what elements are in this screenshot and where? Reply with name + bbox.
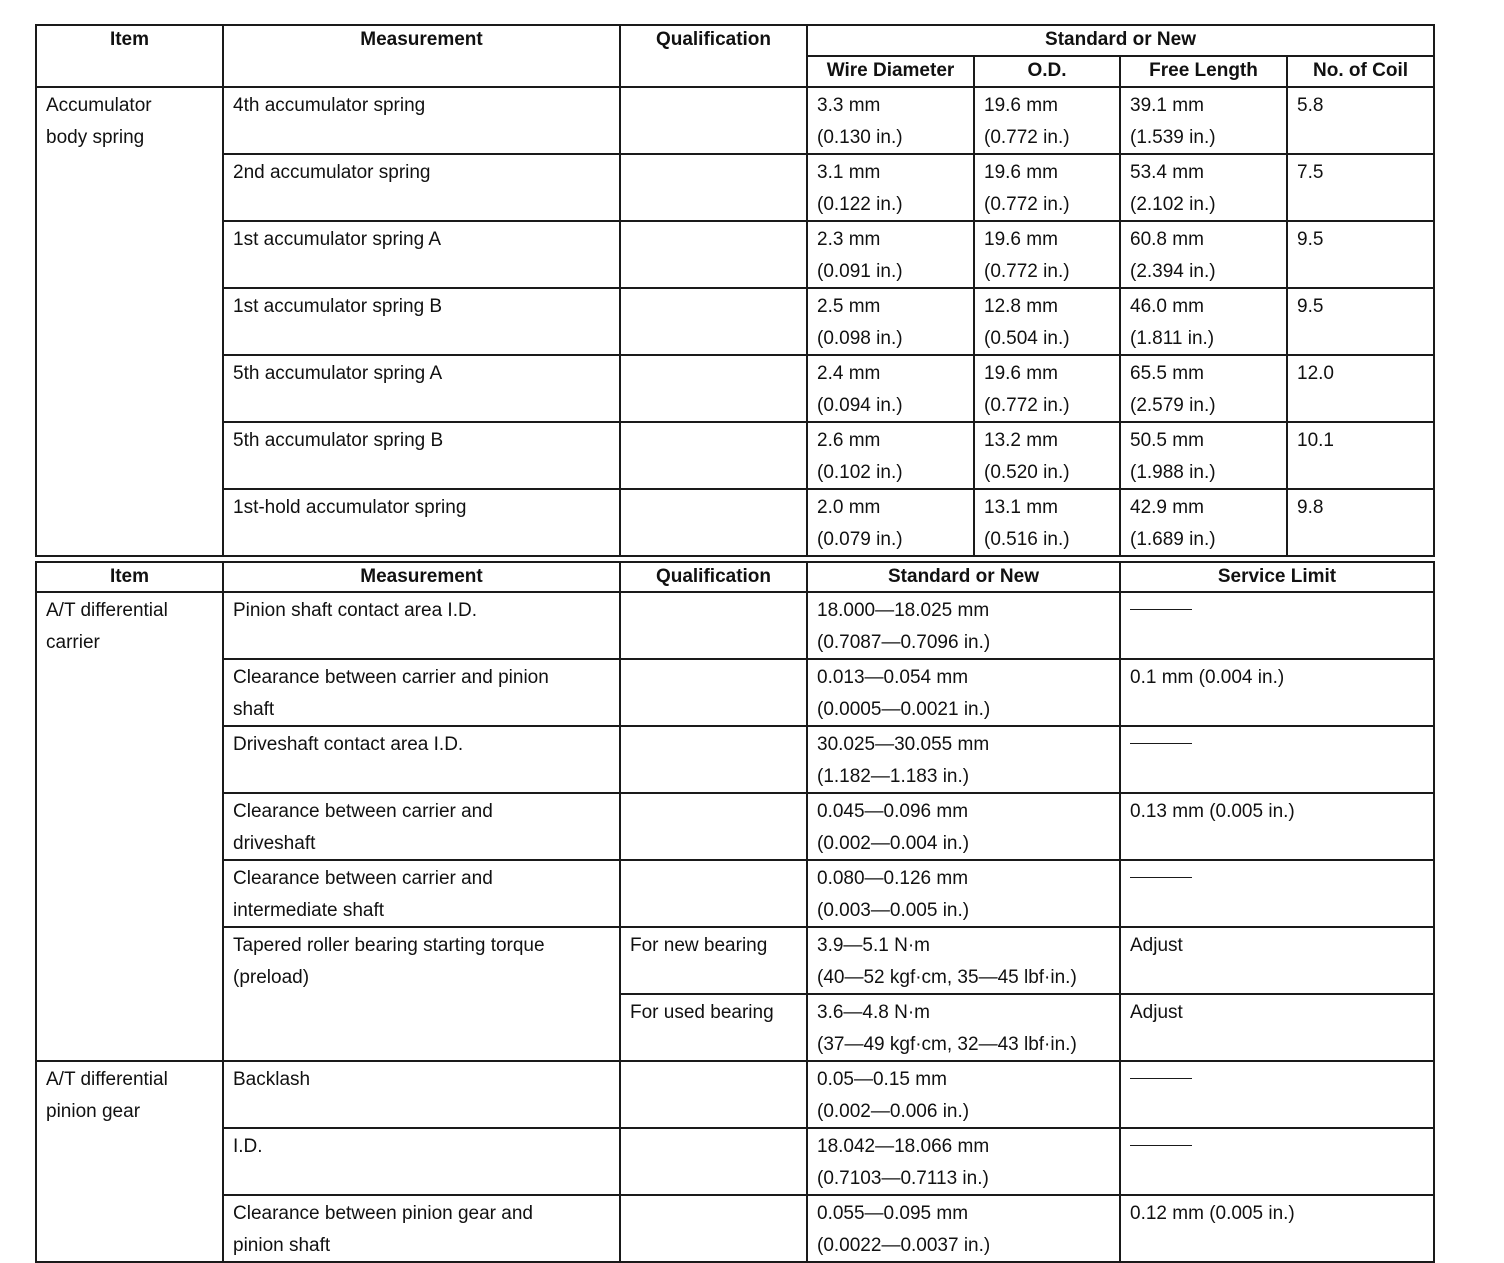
measurement-cell: [223, 1128, 620, 1195]
wire-diameter-in: (0.102 in.): [817, 461, 903, 483]
dash-rule: [1130, 743, 1192, 744]
standard-value: 0.045—0.096 mm: [817, 801, 969, 822]
spring-row: [36, 288, 1434, 355]
free-length-mm: 39.1 mm: [1130, 95, 1204, 116]
header-service-limit: Service Limit: [1120, 562, 1434, 592]
measurement-label: intermediate shaft: [233, 899, 385, 921]
standard-cell: [807, 726, 1120, 793]
coil-count-cell: [1287, 154, 1434, 221]
measurement-cell: [223, 489, 620, 556]
measurement-label: Pinion shaft contact area I.D.: [233, 600, 477, 621]
service-limit-value: 0.12 mm (0.005 in.): [1130, 1203, 1295, 1224]
qualification-cell: [620, 1195, 807, 1262]
standard-cell: [807, 659, 1120, 726]
standard-value: (1.182—1.183 in.): [817, 765, 970, 787]
standard-value: (0.002—0.006 in.): [817, 1100, 970, 1122]
measurement-label: Clearance between carrier and: [233, 868, 493, 889]
qualification-cell: [620, 422, 807, 489]
service-limit-value: 0.13 mm (0.005 in.): [1130, 801, 1295, 822]
service-limit-cell: [1120, 927, 1434, 994]
qualification-cell: [620, 793, 807, 860]
coil-count: 12.0: [1297, 363, 1334, 384]
od-cell: [974, 154, 1120, 221]
header-row: [36, 562, 1434, 592]
wire-diameter-in: (0.091 in.): [817, 260, 903, 282]
item-cell: [36, 592, 223, 1061]
service-limit-value: Adjust: [1130, 935, 1183, 956]
header-od: O.D.: [974, 56, 1120, 87]
standard-value: (0.7087—0.7096 in.): [817, 631, 991, 653]
wire-diameter-cell: [807, 355, 974, 422]
standard-value: (37—49 kgf·cm, 32—43 lbf·in.): [817, 1033, 1077, 1055]
standard-cell: [807, 592, 1120, 659]
standard-cell: [807, 1128, 1120, 1195]
measurement-cell: [223, 592, 620, 659]
measurement-cell: [223, 288, 620, 355]
od-mm: 12.8 mm: [984, 296, 1058, 317]
header-no-of-coil: No. of Coil: [1287, 56, 1434, 87]
service-limit-cell: [1120, 994, 1434, 1061]
service-limit-dash: [1130, 863, 1424, 894]
qualification-cell: [620, 154, 807, 221]
od-cell: [974, 87, 1120, 154]
spec-row: [36, 1128, 1434, 1195]
standard-cell: [807, 1061, 1120, 1128]
item-label: A/T differential: [46, 600, 168, 621]
header-qualification: Qualification: [620, 25, 807, 87]
standard-value: 3.9—5.1 N·m: [817, 935, 930, 956]
coil-count: 7.5: [1297, 162, 1324, 183]
spring-row: [36, 221, 1434, 288]
measurement-cell: [223, 87, 620, 154]
coil-count-cell: [1287, 288, 1434, 355]
wire-diameter-mm: 2.4 mm: [817, 363, 881, 384]
wire-diameter-cell: [807, 221, 974, 288]
wire-diameter-in: (0.098 in.): [817, 327, 903, 349]
measurement-label: 5th accumulator spring A: [233, 363, 443, 384]
standard-value: 0.013—0.054 mm: [817, 667, 969, 688]
wire-diameter-cell: [807, 422, 974, 489]
measurement-label: 1st accumulator spring A: [233, 229, 442, 250]
free-length-mm: 46.0 mm: [1130, 296, 1204, 317]
measurement-label: Driveshaft contact area I.D.: [233, 734, 464, 755]
header-measurement: Measurement: [223, 25, 620, 87]
coil-count-cell: [1287, 489, 1434, 556]
standard-cell: [807, 860, 1120, 927]
free-length-mm: 65.5 mm: [1130, 363, 1204, 384]
accumulator-spring-table: [35, 24, 1435, 557]
header-wire-diameter: Wire Diameter: [807, 56, 974, 87]
measurement-cell: [223, 726, 620, 793]
measurement-cell: [223, 659, 620, 726]
od-mm: 19.6 mm: [984, 363, 1058, 384]
free-length-cell: [1120, 422, 1287, 489]
od-in: (0.772 in.): [984, 126, 1070, 148]
service-limit-value: Adjust: [1130, 1002, 1183, 1023]
od-in: (0.772 in.): [984, 193, 1070, 215]
free-length-mm: 50.5 mm: [1130, 430, 1204, 451]
measurement-label: I.D.: [233, 1136, 263, 1157]
spec-row: [36, 927, 1434, 994]
od-cell: [974, 422, 1120, 489]
free-length-cell: [1120, 288, 1287, 355]
free-length-cell: [1120, 355, 1287, 422]
od-in: (0.772 in.): [984, 394, 1070, 416]
spring-row: [36, 87, 1434, 154]
item-cell: [36, 1061, 223, 1262]
standard-value: 0.055—0.095 mm: [817, 1203, 969, 1224]
measurement-cell: [223, 422, 620, 489]
free-length-in: (2.579 in.): [1130, 394, 1216, 416]
measurement-cell: [223, 221, 620, 288]
measurement-label: shaft: [233, 698, 275, 720]
spring-row: [36, 154, 1434, 221]
free-length-in: (2.394 in.): [1130, 260, 1216, 282]
coil-count: 10.1: [1297, 430, 1334, 451]
wire-diameter-mm: 2.0 mm: [817, 497, 881, 518]
qualification-cell: [620, 489, 807, 556]
standard-value: (0.7103—0.7113 in.): [817, 1167, 989, 1189]
coil-count: 9.8: [1297, 497, 1324, 518]
od-cell: [974, 355, 1120, 422]
qualification-cell: [620, 87, 807, 154]
od-in: (0.520 in.): [984, 461, 1070, 483]
measurement-label: (preload): [233, 966, 310, 988]
free-length-cell: [1120, 489, 1287, 556]
standard-value: (0.0022—0.0037 in.): [817, 1234, 991, 1256]
spec-row: [36, 659, 1434, 726]
spec-row: [36, 592, 1434, 659]
measurement-label: 5th accumulator spring B: [233, 430, 444, 451]
wire-diameter-cell: [807, 154, 974, 221]
qualification-cell: [620, 221, 807, 288]
od-mm: 19.6 mm: [984, 95, 1058, 116]
measurement-cell: [223, 793, 620, 860]
coil-count: 9.5: [1297, 229, 1324, 250]
wire-diameter-cell: [807, 288, 974, 355]
standard-value: 18.000—18.025 mm: [817, 600, 990, 621]
qualification-cell: [620, 355, 807, 422]
wire-diameter-cell: [807, 87, 974, 154]
item-cell: [36, 87, 223, 556]
measurement-label: pinion shaft: [233, 1234, 331, 1256]
measurement-cell: [223, 355, 620, 422]
measurement-cell: [223, 1195, 620, 1262]
service-limit-dash: [1130, 1064, 1424, 1095]
standard-value: (0.003—0.005 in.): [817, 899, 970, 921]
coil-count-cell: [1287, 355, 1434, 422]
standard-value: 30.025—30.055 mm: [817, 734, 990, 755]
free-length-in: (1.811 in.): [1130, 327, 1215, 349]
service-limit-cell: [1120, 592, 1434, 659]
wire-diameter-mm: 3.3 mm: [817, 95, 881, 116]
service-limit-cell: [1120, 793, 1434, 860]
od-mm: 19.6 mm: [984, 162, 1058, 183]
coil-count: 9.5: [1297, 296, 1324, 317]
free-length-mm: 53.4 mm: [1130, 162, 1204, 183]
free-length-in: (1.539 in.): [1130, 126, 1216, 148]
service-limit-cell: [1120, 659, 1434, 726]
standard-value: 18.042—18.066 mm: [817, 1136, 990, 1157]
free-length-cell: [1120, 154, 1287, 221]
spring-row: [36, 489, 1434, 556]
service-limit-dash: [1130, 595, 1424, 626]
wire-diameter-mm: 3.1 mm: [817, 162, 881, 183]
measurement-cell: [223, 927, 620, 1061]
service-limit-cell: [1120, 860, 1434, 927]
header-row: [36, 25, 1434, 56]
item-label: Accumulator: [46, 95, 152, 116]
dash-rule: [1130, 877, 1192, 878]
standard-cell: [807, 793, 1120, 860]
wire-diameter-in: (0.122 in.): [817, 193, 903, 215]
spec-row: [36, 726, 1434, 793]
qualification-label: For used bearing: [630, 1002, 774, 1023]
spring-row: [36, 422, 1434, 489]
od-mm: 13.1 mm: [984, 497, 1058, 518]
service-limit-value: 0.1 mm (0.004 in.): [1130, 667, 1285, 688]
wire-diameter-in: (0.094 in.): [817, 394, 903, 416]
spec-row: [36, 860, 1434, 927]
qualification-label: For new bearing: [630, 935, 768, 956]
qualification-cell: [620, 592, 807, 659]
header-standard-or-new: Standard or New: [807, 25, 1434, 56]
standard-cell: [807, 1195, 1120, 1262]
free-length-in: (2.102 in.): [1130, 193, 1216, 215]
header-measurement: Measurement: [223, 562, 620, 592]
item-label: body spring: [46, 126, 145, 148]
measurement-label: Tapered roller bearing starting torque: [233, 935, 545, 956]
wire-diameter-mm: 2.5 mm: [817, 296, 881, 317]
standard-value: (0.0005—0.0021 in.): [817, 698, 991, 720]
qualification-cell: [620, 726, 807, 793]
wire-diameter-in: (0.130 in.): [817, 126, 903, 148]
qualification-cell: [620, 994, 807, 1061]
service-limit-cell: [1120, 1128, 1434, 1195]
free-length-in: (1.689 in.): [1130, 528, 1216, 550]
measurement-label: Clearance between pinion gear and: [233, 1203, 533, 1224]
standard-value: 0.080—0.126 mm: [817, 868, 969, 889]
dash-rule: [1130, 1145, 1192, 1146]
measurement-label: 4th accumulator spring: [233, 95, 426, 116]
header-item: Item: [36, 25, 223, 87]
qualification-cell: [620, 288, 807, 355]
qualification-cell: [620, 1061, 807, 1128]
header-standard-or-new: Standard or New: [807, 562, 1120, 592]
wire-diameter-in: (0.079 in.): [817, 528, 903, 550]
coil-count: 5.8: [1297, 95, 1324, 116]
wire-diameter-cell: [807, 489, 974, 556]
measurement-cell: [223, 860, 620, 927]
coil-count-cell: [1287, 422, 1434, 489]
standard-value: (0.002—0.004 in.): [817, 832, 970, 854]
standard-cell: [807, 994, 1120, 1061]
free-length-mm: 42.9 mm: [1130, 497, 1204, 518]
free-length-mm: 60.8 mm: [1130, 229, 1204, 250]
measurement-label: driveshaft: [233, 832, 316, 854]
standard-value: 0.05—0.15 mm: [817, 1069, 947, 1090]
header-item: Item: [36, 562, 223, 592]
standard-cell: [807, 927, 1120, 994]
od-in: (0.772 in.): [984, 260, 1070, 282]
od-mm: 13.2 mm: [984, 430, 1058, 451]
wire-diameter-mm: 2.6 mm: [817, 430, 881, 451]
measurement-label: Backlash: [233, 1069, 311, 1090]
measurement-label: Clearance between carrier and: [233, 801, 493, 822]
free-length-cell: [1120, 87, 1287, 154]
header-free-length: Free Length: [1120, 56, 1287, 87]
spec-row: [36, 793, 1434, 860]
measurement-cell: [223, 1061, 620, 1128]
coil-count-cell: [1287, 87, 1434, 154]
coil-count-cell: [1287, 221, 1434, 288]
differential-table: [35, 561, 1435, 1263]
spec-row: [36, 1061, 1434, 1128]
od-mm: 19.6 mm: [984, 229, 1058, 250]
service-limit-cell: [1120, 726, 1434, 793]
measurement-label: 1st accumulator spring B: [233, 296, 443, 317]
service-limit-cell: [1120, 1195, 1434, 1262]
standard-value: 3.6—4.8 N·m: [817, 1002, 930, 1023]
measurement-label: 2nd accumulator spring: [233, 162, 431, 183]
item-label: A/T differential: [46, 1069, 168, 1090]
header-qualification: Qualification: [620, 562, 807, 592]
spring-row: [36, 355, 1434, 422]
measurement-cell: [223, 154, 620, 221]
qualification-cell: [620, 927, 807, 994]
qualification-cell: [620, 1128, 807, 1195]
od-in: (0.504 in.): [984, 327, 1070, 349]
service-limit-cell: [1120, 1061, 1434, 1128]
qualification-cell: [620, 659, 807, 726]
free-length-cell: [1120, 221, 1287, 288]
od-cell: [974, 288, 1120, 355]
spec-row: [36, 1195, 1434, 1262]
item-label: pinion gear: [46, 1100, 141, 1122]
standard-value: (40—52 kgf·cm, 35—45 lbf·in.): [817, 966, 1077, 988]
dash-rule: [1130, 609, 1192, 610]
free-length-in: (1.988 in.): [1130, 461, 1216, 483]
od-cell: [974, 489, 1120, 556]
service-limit-dash: [1130, 1131, 1424, 1162]
wire-diameter-mm: 2.3 mm: [817, 229, 881, 250]
od-in: (0.516 in.): [984, 528, 1070, 550]
measurement-label: Clearance between carrier and pinion: [233, 667, 549, 688]
service-limit-dash: [1130, 729, 1424, 760]
dash-rule: [1130, 1078, 1192, 1079]
measurement-label: 1st-hold accumulator spring: [233, 497, 467, 518]
od-cell: [974, 221, 1120, 288]
item-label: carrier: [46, 631, 100, 653]
qualification-cell: [620, 860, 807, 927]
